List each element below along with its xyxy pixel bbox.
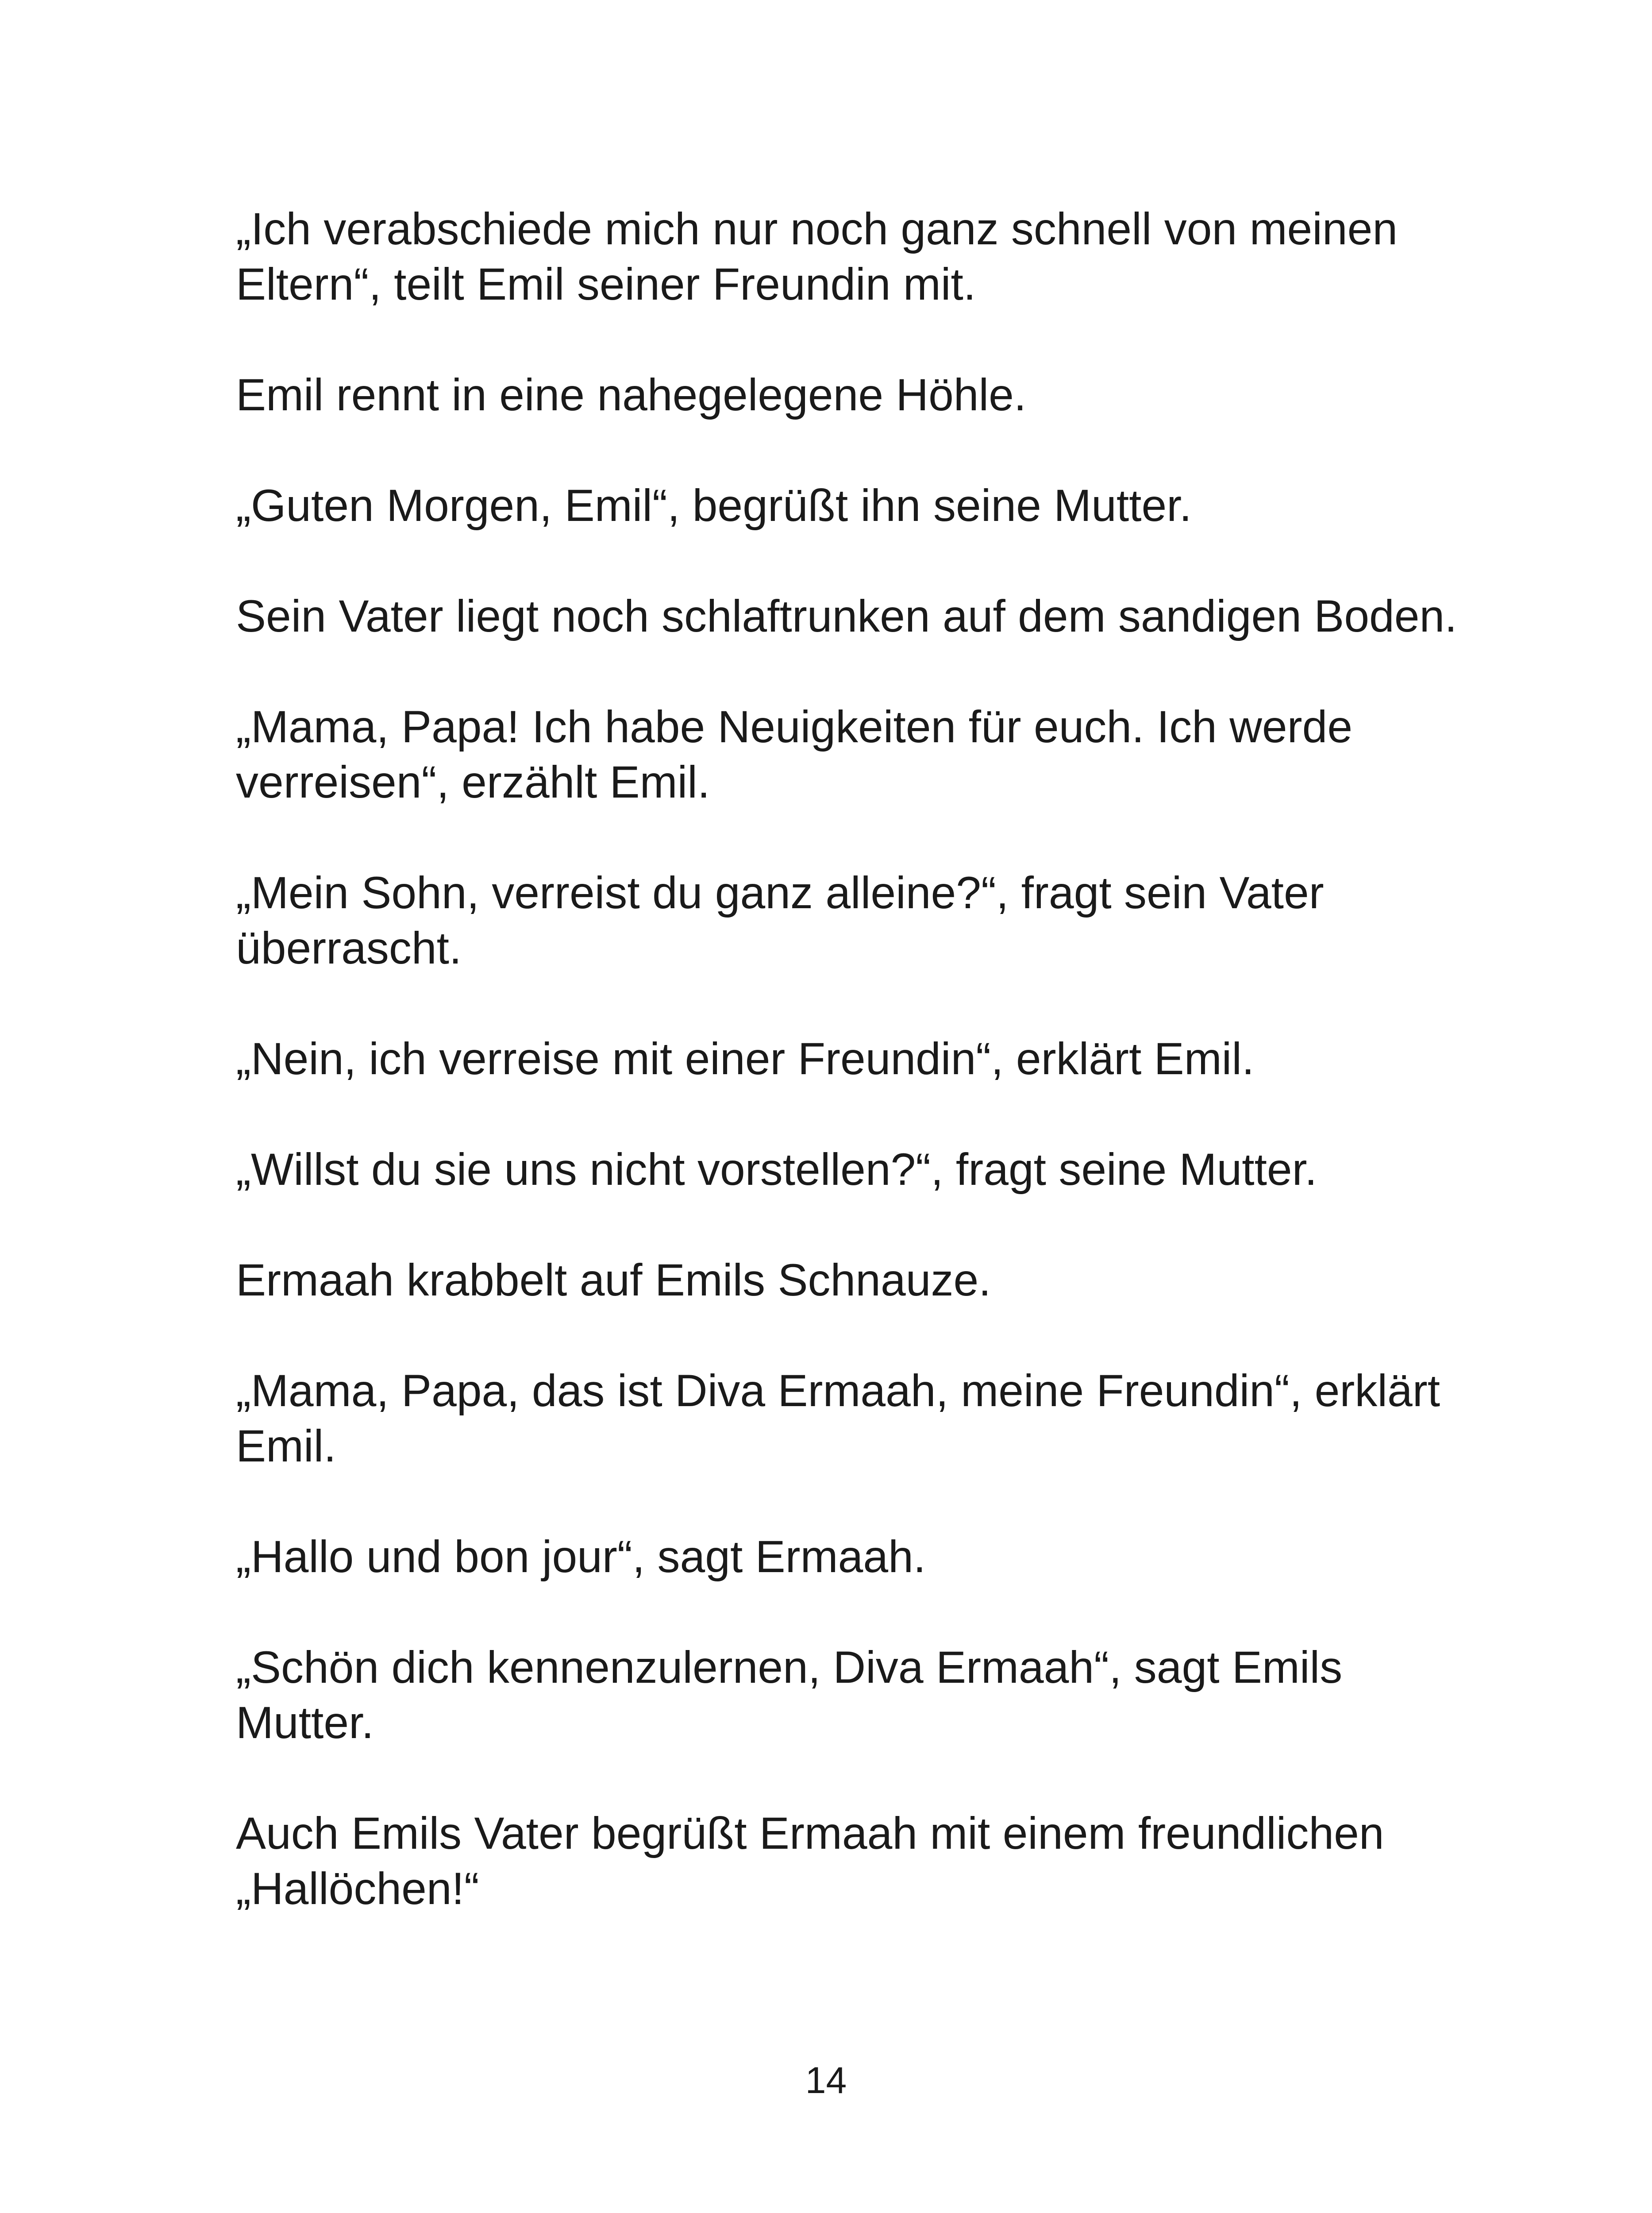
paragraph: „Mama, Papa, das ist Diva Ermaah, meine Freundin“, erklärt Emil.	[236, 1365, 1440, 1471]
paragraph: „Willst du sie uns nicht vorstellen?“, fragt seine Mutter.	[236, 1144, 1317, 1195]
story-text	[236, 201, 1457, 1916]
paragraph: Sein Vater liegt noch schlaftrunken auf dem sandigen Boden.	[236, 591, 1457, 641]
paragraph: „Ich verabschiede mich nur noch ganz schnell von meinen Eltern“, teilt Emil seiner Freundin mit.	[236, 204, 1398, 309]
paragraph: „Hallo und bon jour“, sagt Ermaah.	[236, 1531, 926, 1582]
paragraph: „Guten Morgen, Emil“, begrüßt ihn seine Mutter.	[236, 480, 1192, 531]
paragraph: „Mein Sohn, verreist du ganz alleine?“, fragt sein Vater überrascht.	[236, 867, 1324, 973]
paragraph: „Mama, Papa! Ich habe Neuigkeiten für euch. Ich werde verreisen“, erzählt Emil.	[236, 702, 1353, 807]
paragraph: Emil rennt in eine nahegelegene Höhle.	[236, 370, 1027, 420]
paragraph: Auch Emils Vater begrüßt Ermaah mit einem freundlichen „Hallöchen!“	[236, 1808, 1384, 1914]
page-number: 14	[805, 2059, 847, 2101]
paragraph: Ermaah krabbelt auf Emils Schnauze.	[236, 1255, 991, 1305]
paragraph: „Schön dich kennenzulernen, Diva Ermaah“, sagt Emils Mutter.	[236, 1642, 1343, 1748]
paragraph: „Nein, ich verreise mit einer Freundin“, erklärt Emil.	[236, 1033, 1255, 1084]
